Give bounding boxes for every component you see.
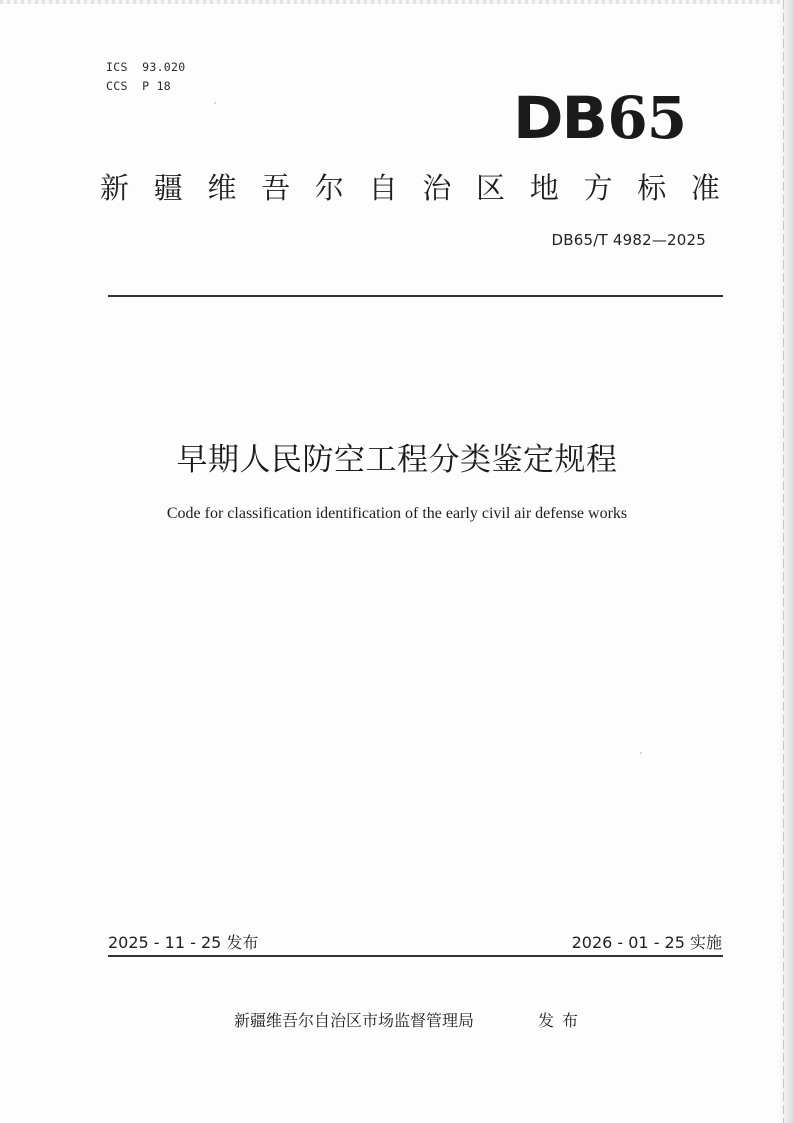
document-title-english: Code for classification identification of the early civil air defense works [166,505,628,522]
standard-category-char: 维 [207,171,237,205]
scan-top-edge [0,0,794,4]
standard-category-char: 治 [422,171,452,205]
publisher-name: 新疆维吾尔自治区市场监督管理局 [234,1011,475,1030]
classification-codes [106,58,185,96]
db-logo-prefix: DB [513,84,606,152]
standard-category-char: 新 [100,171,130,205]
ccs-code: CCS P 18 [106,79,172,93]
db-logo [513,84,687,152]
standard-category-char: 吾 [261,171,291,205]
publish-label: 发布 [538,1011,587,1030]
issue-date: 2025 - 11 - 25 发布 [108,933,259,952]
scan-speck [640,752,642,754]
header-divider [108,295,723,297]
scan-right-edge-line [783,0,784,1123]
standard-category-char: 地 [529,171,559,205]
standard-category-char: 自 [368,171,398,205]
standard-category-char: 方 [583,171,613,205]
standard-category-char: 区 [476,171,506,205]
standard-number: DB65/T 4982—2025 [551,231,706,249]
document-title-chinese: 早期人民防空工程分类鉴定规程 [176,442,618,478]
scan-speck [214,102,216,104]
standard-category-char: 准 [690,171,720,205]
standard-category [100,168,720,208]
footer-divider [108,955,723,957]
standard-category-char: 标 [637,171,667,205]
implementation-date: 2026 - 01 - 25 实施 [571,933,722,952]
db-logo-code: 65 [607,84,687,152]
standard-category-char: 疆 [153,171,183,205]
standard-category-char: 尔 [314,171,344,205]
ics-code: ICS 93.020 [106,60,186,74]
